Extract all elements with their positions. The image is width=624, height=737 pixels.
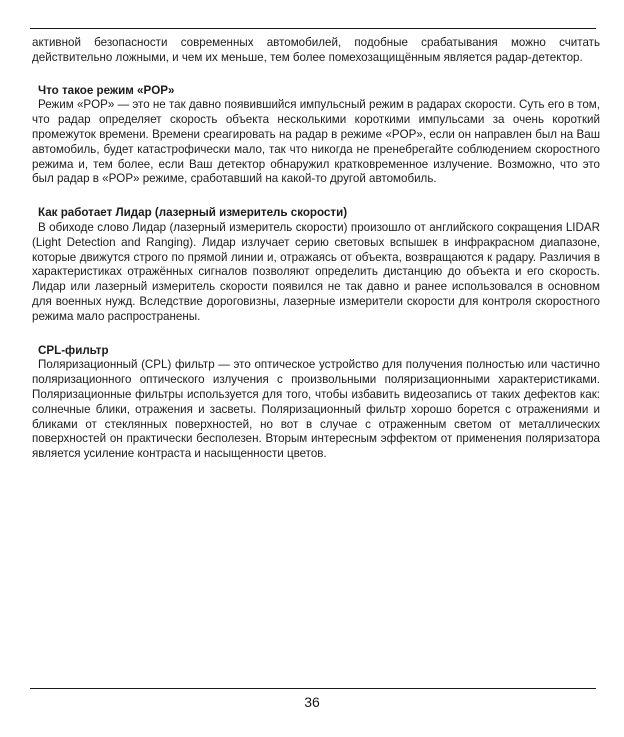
section-body: Поляризационный (CPL) фильтр — это оптическое устройство для получения полностью или частично поляризационного оптического излучения с произвольными поляризационными характеристиками. Поляризационные фильтры используется для того, чтобы избавить видеозапись от таких дефектов как: солнечные блики, отражения и засветы. Поляризационный фильтр хорошо борется с отражениями и бликами от стеклянных поверхностей, но вот в случае с отраженным светом от металлических поверхностей он практически бесполезен. Вторым интересным эффектом от применения поляризатора является усиление контраста и насыщенности цветов. bbox=[32, 358, 600, 461]
section-heading: CPL-фильтр bbox=[38, 343, 109, 357]
bottom-rule bbox=[30, 688, 596, 689]
section-lidar bbox=[32, 206, 600, 324]
section-body: Режим «POP» — это не так давно появившийся импульсный режим в радарах скорости. Суть его в том, что радар определяет скорость объекта несколькими короткими импульсами за очень короткий промежуток времени. Времени среагировать на радар в режиме «POP», если он направлен был на Ваш автомобиль, будет катастрофически мало, так что никогда не пренебрегайте соблюдением скоростного режима и, тем более, если Ваш детектор обнаружил кратковременное излучение. Возможно, что это был радар в «POP» режиме, сработавший на какой-то другой автомобиль. bbox=[32, 98, 600, 186]
intro-paragraph: активной безопасности современных автомобилей, подобные срабатывания можно считать действительно ложными, и чем их меньше, тем более помехозащищённым является радар-детектор. bbox=[32, 36, 600, 64]
top-rule bbox=[30, 28, 596, 29]
page-content bbox=[32, 36, 600, 481]
section-cpl-filter bbox=[32, 344, 600, 462]
section-heading: Как работает Лидар (лазерный измеритель скорости) bbox=[38, 206, 348, 220]
section-pop-mode bbox=[32, 84, 600, 188]
page-number: 36 bbox=[304, 694, 320, 710]
section-body: В обиходе слово Лидар (лазерный измеритель скорости) произошло от английского сокращения LIDAR (Light Detection and Ranging). Лидар излучает серию световых вспышек в инфракрасном диапазоне, которые движутся строго по прямой линии и, отражаясь от объекта, возвращаются к радару. Различия в характеристиках отражённых сигналов позволяют определить дистанцию до объекта и его скорость. Лидар или лазерный измеритель скорости появился не так давно и ранее использовался в основном для военных нужд. Вследствие дороговизны, лазерные измерители скорости для контроля скоростного режима мало распространены. bbox=[32, 220, 600, 323]
section-heading: Что такое режим «POP» bbox=[38, 83, 175, 97]
